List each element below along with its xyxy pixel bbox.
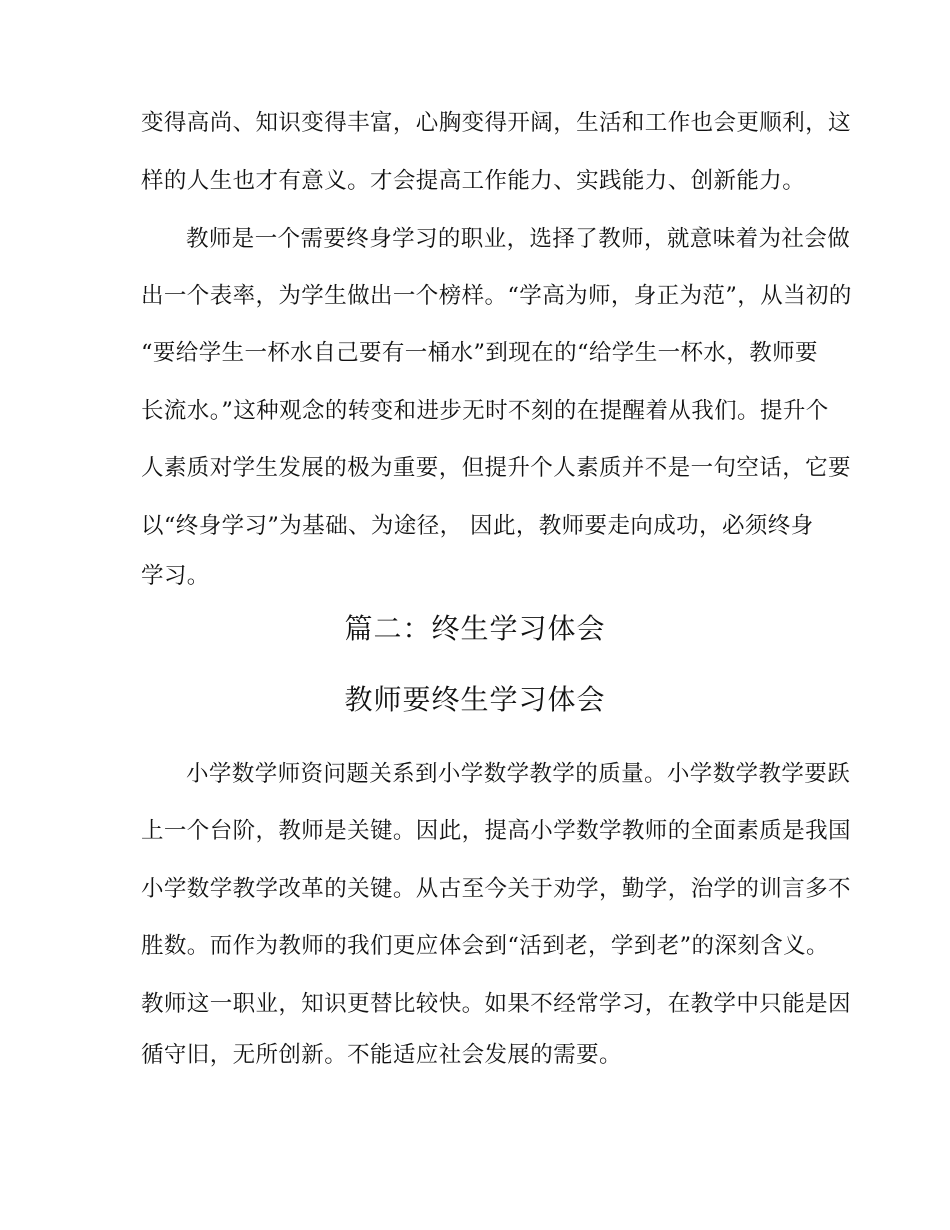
paragraph-3-line-6: 循守旧，无所创新。不能适应社会发展的需要。 bbox=[141, 1042, 622, 1068]
paragraph-2-line-2: 出一个表率，为学生做出一个榜样。“学高为师，身正为范”，从当初的 bbox=[141, 283, 852, 309]
paragraph-3-line-4: 胜数。而作为教师的我们更应体会到“活到老，学到老”的深刻含义。 bbox=[141, 933, 829, 959]
paragraph-1-line-2: 样的人生也才有意义。才会提高工作能力、实践能力、创新能力。 bbox=[141, 168, 806, 194]
paragraph-2-line-3: “要给学生一杯水自己要有一桶水”到现在的“给学生一杯水，教师要 bbox=[141, 340, 818, 366]
paragraph-3-line-5: 教师这一职业，知识更替比较快。如果不经常学习，在教学中只能是因 bbox=[141, 991, 851, 1017]
paragraph-2-line-4: 长流水。”这种观念的转变和进步无时不刻的在提醒着从我们。提升个 bbox=[141, 398, 829, 424]
paragraph-2-line-5: 人素质对学生发展的极为重要，但提升个人素质并不是一句空话，它要 bbox=[141, 455, 851, 481]
paragraph-2-line-6: 以“终身学习”为基础、为途径， 因此，教师要走向成功，必须终身 bbox=[141, 513, 814, 539]
paragraph-3-line-3: 小学数学教学改革的关键。从古至今关于劝学，勤学，治学的训言多不 bbox=[141, 876, 851, 902]
section-heading: 篇二：终生学习体会 bbox=[344, 612, 606, 645]
paragraph-1-line-1: 变得高尚、知识变得丰富，心胸变得开阔，生活和工作也会更顺利，这 bbox=[141, 110, 851, 136]
paragraph-3-line-1: 小学数学师资问题关系到小学数学教学的质量。小学数学教学要跃 bbox=[186, 761, 851, 787]
paragraph-2-line-1: 教师是一个需要终身学习的职业，选择了教师，就意味着为社会做 bbox=[186, 226, 851, 252]
paragraph-3-line-2: 上一个台阶，教师是关键。因此，提高小学数学教师的全面素质是我国 bbox=[141, 818, 851, 844]
article-title: 教师要终生学习体会 bbox=[344, 683, 606, 716]
paragraph-2-line-7: 学习。 bbox=[141, 563, 210, 589]
